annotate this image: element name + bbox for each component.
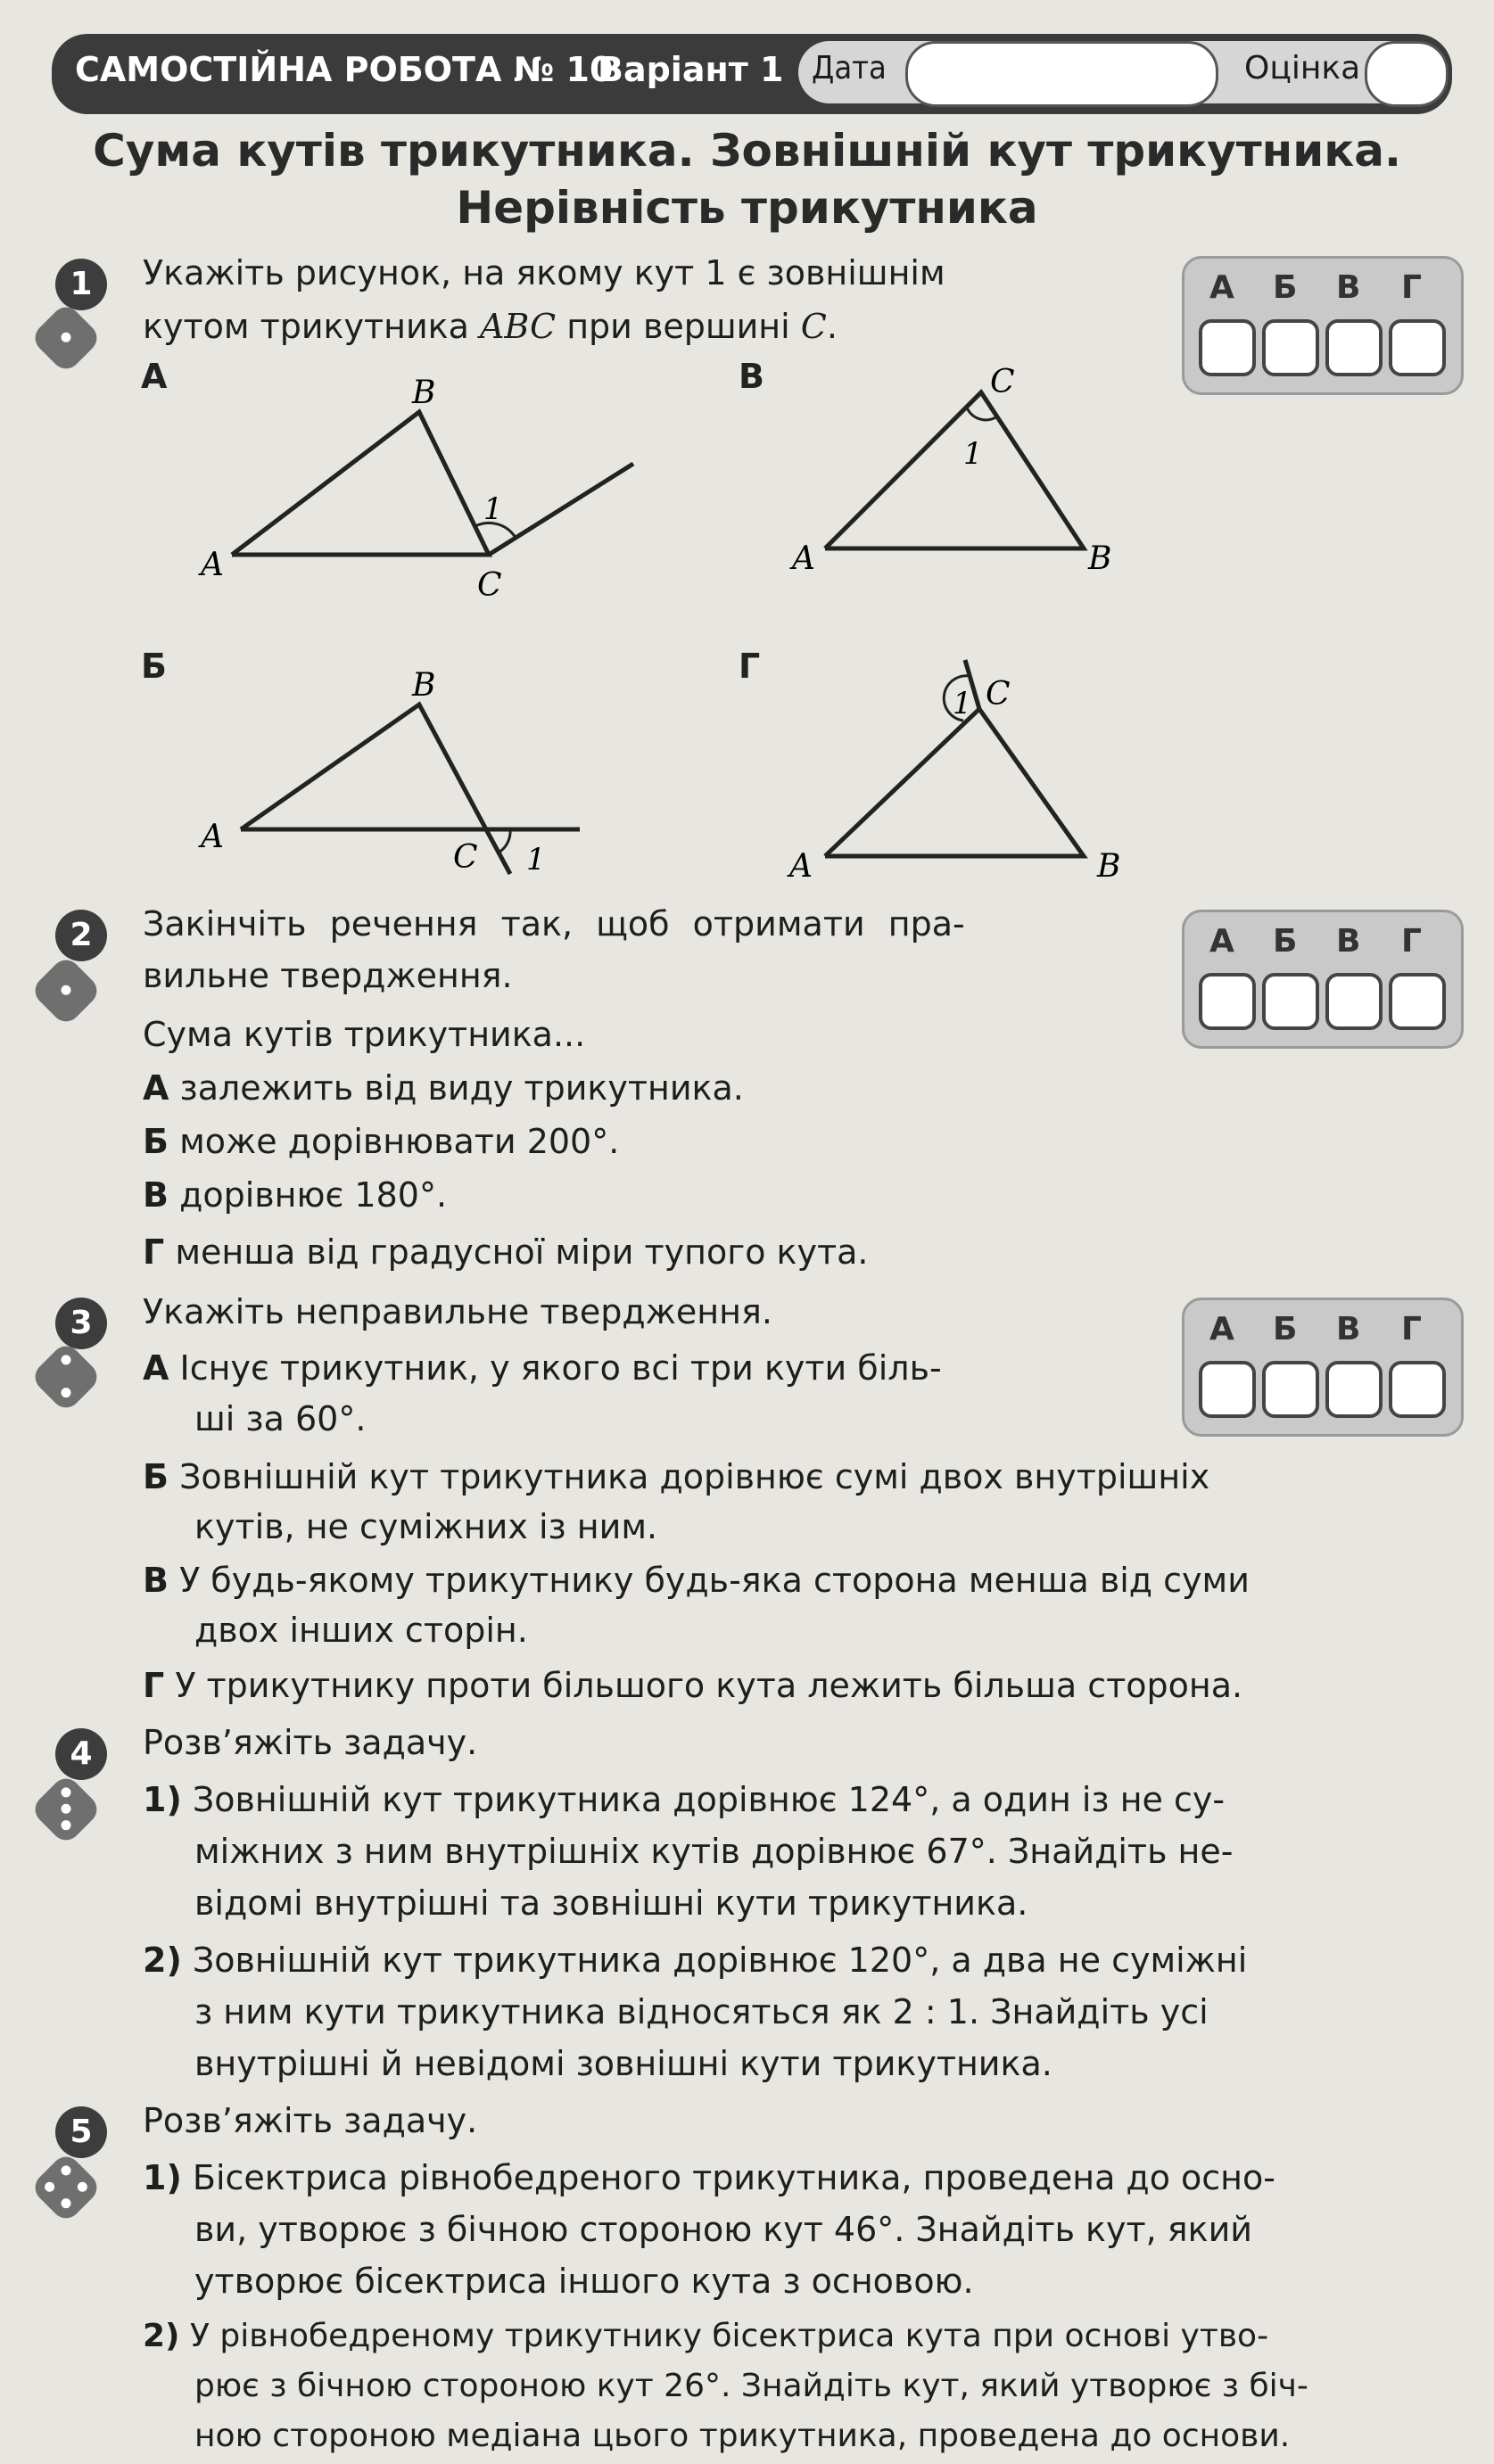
point-b-label: B [1097,848,1121,885]
figure-label-a: А [141,357,168,396]
answer-cell-g[interactable] [1389,1361,1446,1418]
figure-label-v: В [739,357,764,396]
task4-item-1: 1) Зовнішній кут трикутника дорівнює 124°, а один із не су- [143,1780,1226,1819]
answer-cell-v[interactable] [1325,973,1383,1030]
task-number-1: 1 [55,259,107,310]
task2-stem: Сума кутів трикутника... [143,1015,586,1054]
figure-v-diagram [776,366,1204,589]
answer-cell-a[interactable] [1199,319,1256,376]
answer-cell-b[interactable] [1262,973,1319,1030]
task3-option-v-cont: двох інших сторін. [194,1611,528,1650]
task5-item-1-line3: утворює бісектриса іншого кута з основою. [194,2262,974,2301]
task4-item-2-line3: внутрішні й невідомі зовнішні кути трикутника. [194,2044,1052,2083]
page-title: Сума кутів трикутника. Зовнішній кут трикутника. [93,125,1401,177]
task4-item-1-line2: міжних з ним внутрішніх кутів дорівнює 67°. Знайдіть не- [194,1832,1234,1871]
answer-box-task1: А Б В Г [1182,256,1464,395]
task4-item-2: 2) Зовнішній кут трикутника дорівнює 120°, а два не суміжні [143,1941,1248,1980]
difficulty-dice-icon [29,2151,103,2224]
task-number-4: 4 [55,1728,107,1780]
grade-label: Оцінка [1244,50,1361,87]
task5-item-2-line2: рює з бічною стороною кут 26°. Знайдіть кут, який утворює з біч- [194,2368,1308,2404]
date-label: Дата [812,50,887,87]
date-field[interactable] [905,41,1218,107]
point-a-label: A [792,540,815,577]
task2-option-g: Г менша від градусної міри тупого кута. [143,1232,869,1272]
worksheet-title: САМОСТІЙНА РОБОТА № 10 [75,50,614,89]
page-subtitle: Нерівність трикутника [456,182,1038,234]
task2-option-a: А залежить від виду трикутника. [143,1068,744,1108]
task4-item-1-line3: відомі внутрішні та зовнішні кути трикутника. [194,1883,1028,1923]
grade-field[interactable] [1365,41,1449,107]
point-c-label: C [990,366,1015,400]
difficulty-dice-icon [29,301,103,375]
answer-cell-a[interactable] [1199,1361,1256,1418]
figure-label-g: Г [739,647,761,686]
angle-1-label: 1 [953,686,972,721]
task1-text-line1: Укажіть рисунок, на якому кут 1 є зовнішнім [143,253,945,293]
point-c-label: C [477,567,502,604]
point-b-label: B [1088,540,1112,577]
task5-text: Розв’яжіть задачу. [143,2101,478,2140]
task-number-5: 5 [55,2106,107,2158]
angle-1-label: 1 [483,491,503,527]
task2-text-line1: Закінчіть речення так, щоб отримати пра- [143,904,965,944]
variant-label: Варіант 1 [598,50,784,89]
task5-item-2: 2) У рівнобедреному трикутнику бісектриса кута при основі утво- [143,2318,1269,2354]
point-a-label: A [789,848,813,885]
task-number-3: 3 [55,1298,107,1349]
task5-item-1-line2: ви, утворює з бічною стороною кут 46°. Знайдіть кут, який [194,2210,1252,2249]
answer-cell-v[interactable] [1325,319,1383,376]
figure-g-diagram [776,655,1204,887]
task3-option-a: А Існує трикутник, у якого всі три кути біль- [143,1348,942,1388]
point-c-label: C [453,839,478,876]
task-number-2: 2 [55,910,107,961]
task3-option-b-cont: кутів, не суміжних із ним. [194,1507,658,1546]
task4-item-2-line2: з ним кути трикутника відносяться як 2 : 1. Знайдіть усі [194,1992,1209,2031]
task3-option-b: Б Зовнішній кут трикутника дорівнює сумі двох внутрішніх [143,1457,1210,1496]
difficulty-dice-icon [29,1340,103,1413]
answer-box-task3: А Б В Г [1182,1298,1464,1437]
answer-cell-v[interactable] [1325,1361,1383,1418]
task3-option-a-cont: ші за 60°. [194,1399,367,1438]
angle-1-label: 1 [526,842,546,878]
difficulty-dice-icon [29,1773,103,1846]
answer-cell-g[interactable] [1389,319,1446,376]
task3-text: Укажіть неправильне твердження. [143,1292,772,1331]
task3-option-v: В У будь-якому трикутнику будь-яка сторона менша від суми [143,1561,1250,1600]
answer-cell-a[interactable] [1199,973,1256,1030]
figure-a-diagram [178,366,660,606]
answer-cell-b[interactable] [1262,319,1319,376]
answer-cell-b[interactable] [1262,1361,1319,1418]
task5-item-1: 1) Бісектриса рівнобедреного трикутника, проведена до осно- [143,2158,1275,2197]
difficulty-dice-icon [29,954,103,1027]
task1-text-line2: кутом трикутника ABC при вершині C. [143,307,838,346]
task2-option-v: В дорівнює 180°. [143,1175,448,1215]
angle-1-label: 1 [963,436,983,472]
task4-text: Розв’яжіть задачу. [143,1723,478,1762]
task2-option-b: Б може дорівнювати 200°. [143,1122,620,1161]
task5-item-2-line3: ною стороною медіана цього трикутника, проведена до основи. [194,2418,1291,2454]
task2-text-line2: вильне твердження. [143,956,513,995]
task3-option-g: Г У трикутнику проти більшого кута лежить більша сторона. [143,1666,1243,1705]
point-c-label: C [986,676,1011,713]
point-b-label: B [412,375,436,411]
point-b-label: B [412,667,436,704]
answer-box-task2: А Б В Г [1182,910,1464,1049]
figure-b-diagram [178,655,660,896]
point-a-label: A [201,547,224,583]
point-a-label: A [201,819,224,855]
answer-cell-g[interactable] [1389,973,1446,1030]
figure-label-b: Б [141,647,167,686]
